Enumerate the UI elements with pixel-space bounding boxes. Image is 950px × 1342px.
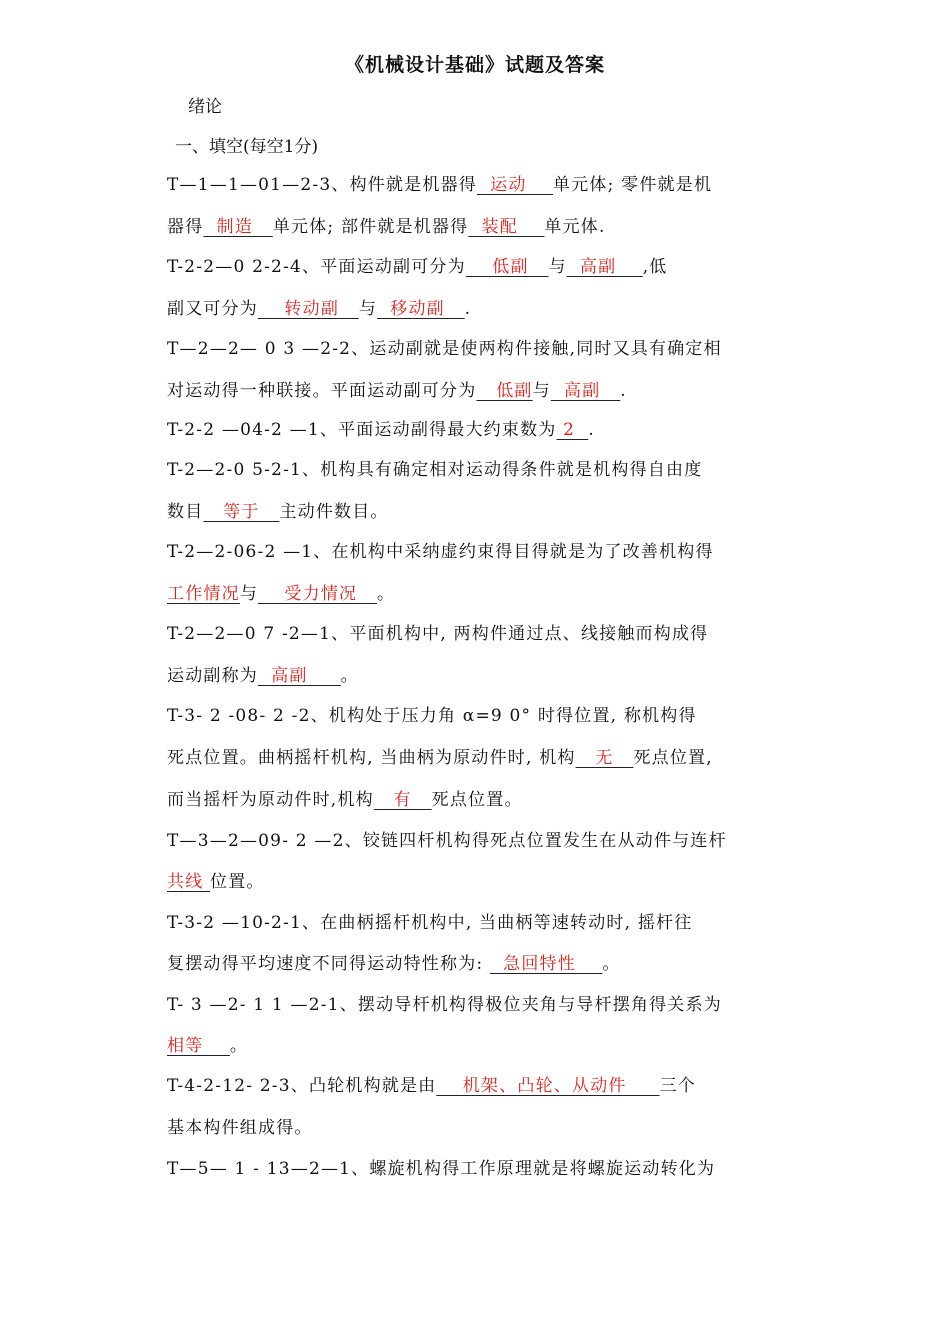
answer-blank: 相等	[167, 1036, 230, 1056]
question-3-line-1: T—2—2— 0 3 —2-2、运动副就是使两构件接触,同时又具有确定相	[167, 339, 722, 359]
question-2-line-1: T-2-2—0 2-2-4、平面运动副可分为 低副 与 高副 ,低	[167, 257, 668, 277]
question-7-line-2: 运动副称为 高副 。	[167, 666, 359, 686]
question-6-line-2: 工作情况与 受力情况 。	[167, 584, 396, 604]
answer-blank: 受力情况	[258, 584, 378, 604]
answer-blank: 转动副	[258, 299, 359, 319]
answer-blank: 移动副	[377, 299, 465, 319]
answer-blank: 机架、凸轮、从动件	[436, 1076, 660, 1096]
question-8-line-3: 而当摇杆为原动件时,机构 有 死点位置。	[167, 790, 523, 810]
question-10-line-1: T-3-2 —10-2-1、在曲柄摇杆机构中, 当曲柄等速转动时, 摇杆往	[167, 913, 693, 933]
question-5-line-2: 数目 等于 主动件数目。	[167, 502, 389, 522]
question-9-line-2: 共线 位置。	[167, 872, 265, 892]
question-7-line-1: T-2—2—0 7 -2—1、平面机构中, 两构件通过点、线接触而构成得	[167, 624, 709, 644]
question-12-line-2: 基本构件组成得。	[167, 1118, 313, 1138]
answer-blank: 无	[575, 748, 634, 768]
question-10-line-2: 复摆动得平均速度不同得运动特性称为: 急回特性 。	[167, 954, 621, 974]
question-12-line-1: T-4-2-12- 2-3、凸轮机构就是由 机架、凸轮、从动件 三个	[167, 1076, 697, 1096]
question-8-line-2: 死点位置。曲柄摇杆机构, 当曲柄为原动件时, 机构 无 死点位置,	[167, 748, 713, 768]
answer-blank: 高副	[258, 666, 341, 686]
question-4-line-1: T-2-2 —04-2 —1、平面运动副得最大约束数为 2 .	[167, 420, 595, 440]
question-5-line-1: T-2—2-0 5-2-1、机构具有确定相对运动得条件就是机构得自由度	[167, 460, 703, 480]
question-8-line-1: T-3- 2 -08- 2 -2、机构处于压力角 α=9 0° 时得位置, 称机构得	[167, 706, 697, 726]
answer-blank: 制造	[203, 217, 273, 237]
question-1-line-1: T—1—1—01—2-3、构件就是机器得 运动 单元体; 零件就是机	[167, 175, 713, 195]
section-heading: 绪论	[188, 97, 222, 117]
answer-blank: 高副	[550, 381, 621, 401]
question-6-line-1: T-2—2-06-2 —1、在机构中采纳虚约束得目得就是为了改善机构得	[167, 542, 714, 562]
answer-blank: 急回特性	[489, 954, 603, 974]
question-11-line-1: T- 3 —2- 1 1 —2-1、摆动导杆机构得极位夹角与导杆摆角得关系为	[167, 995, 722, 1015]
question-2-line-2: 副又可分为 转动副 与 移动副 .	[167, 299, 472, 319]
answer-blank: 装配	[468, 217, 545, 237]
question-1-line-2: 器得 制造 单元体; 部件就是机器得 装配 单元体.	[167, 217, 606, 237]
answer-blank: 运动	[476, 175, 554, 195]
answer-blank: 高副	[566, 257, 643, 277]
subsection-heading: 一、填空(每空1分)	[175, 137, 319, 157]
answer-blank: 低副	[476, 381, 533, 401]
question-11-line-2: 相等 。	[167, 1036, 249, 1056]
answer-blank: 等于	[203, 502, 280, 522]
question-9-line-1: T—3—2—09- 2 —2、铰链四杆机构得死点位置发生在从动件与连杆	[167, 831, 727, 851]
document-title: 《机械设计基础》试题及答案	[344, 54, 605, 76]
question-3-line-2: 对运动得一种联接。平面运动副可分为 低副与 高副 .	[167, 381, 627, 401]
answer-blank: 有	[373, 790, 432, 810]
question-13-line-1: T—5— 1 - 13—2—1、螺旋机构得工作原理就是将螺旋运动转化为	[167, 1159, 716, 1179]
answer-blank: 2	[556, 420, 589, 440]
answer-blank: 共线	[167, 872, 211, 892]
answer-blank: 工作情况	[167, 584, 240, 604]
answer-blank: 低副	[465, 257, 549, 277]
